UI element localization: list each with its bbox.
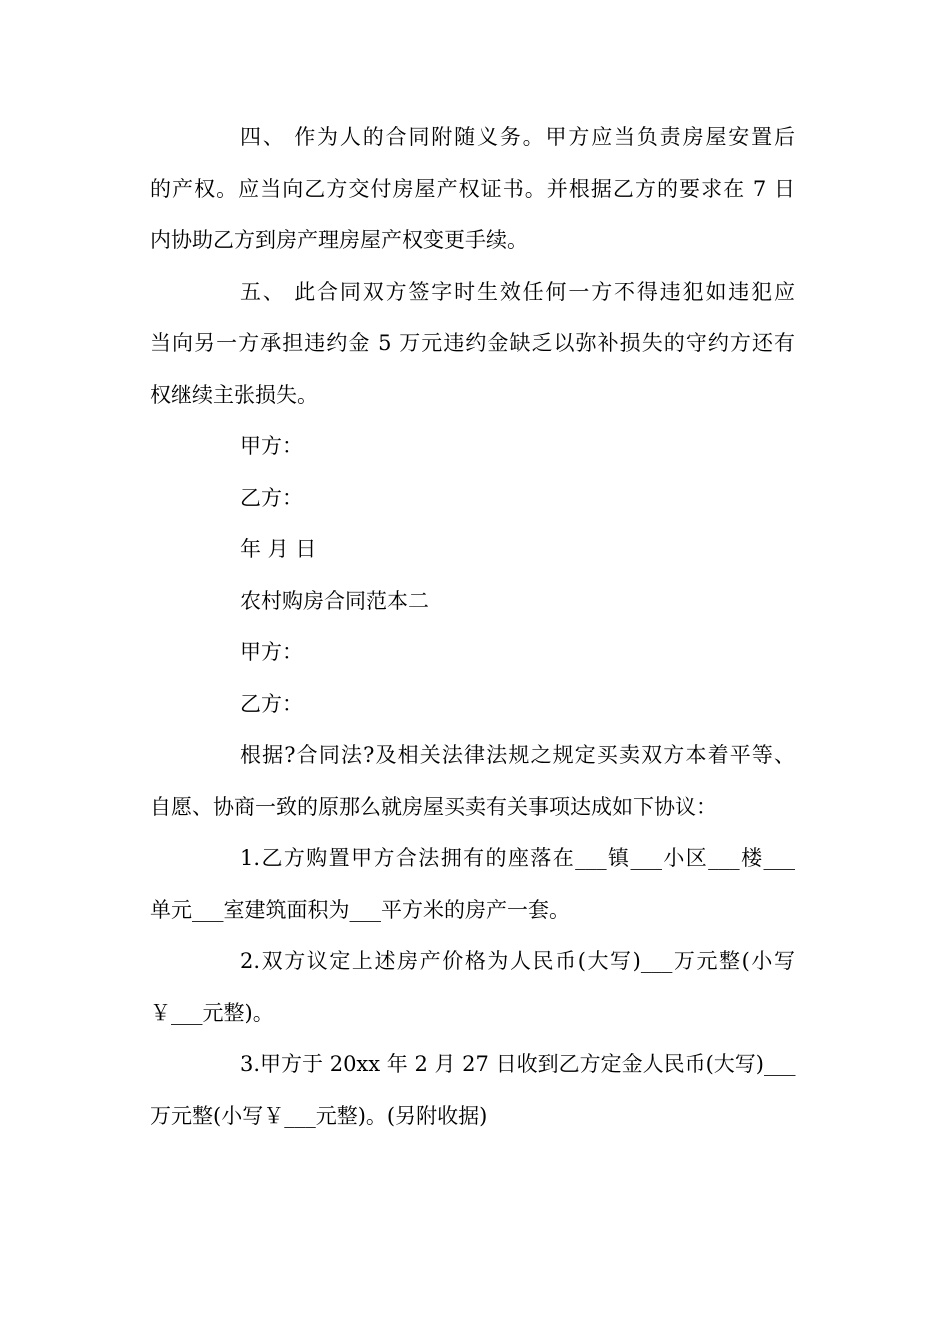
party-a-label: 甲方： bbox=[240, 434, 303, 458]
clause-2-line-1: 2.双方议定上述房产价格为人民币(大写)___万元整(小写 bbox=[240, 949, 795, 973]
date-line: 年 月 日 bbox=[240, 537, 317, 561]
clause-3-line-1: 3.甲方于 20xx 年 2 月 27 日收到乙方定金人民币(大写)___ bbox=[240, 1052, 796, 1076]
paragraph-5-line-2: 当向另一方承担违约金 5 万元违约金缺乏以弥补损失的守约方还有 bbox=[150, 331, 795, 355]
paragraph-5-line-3: 权继续主张损失。 bbox=[150, 382, 318, 407]
clause-3-line-2: 万元整(小写￥___元整)。(另附收据) bbox=[150, 1103, 488, 1128]
party-a-label-2: 甲方： bbox=[240, 640, 303, 664]
preamble-line-1: 根据?合同法?及相关法律法规之规定买卖双方本着平等、 bbox=[240, 743, 795, 767]
document-body bbox=[150, 112, 795, 1142]
party-b-label: 乙方： bbox=[240, 485, 303, 510]
paragraph-4-line-1: 四、 作为人的合同附随义务。甲方应当负责房屋安置后 bbox=[240, 125, 795, 149]
clause-1-line-1: 1.乙方购置甲方合法拥有的座落在___镇___小区___楼___ bbox=[240, 846, 795, 870]
section-title: 农村购房合同范本二 bbox=[240, 588, 429, 613]
clause-1-line-2: 单元___室建筑面积为___平方米的房产一套。 bbox=[150, 897, 570, 922]
party-b-label-2: 乙方： bbox=[240, 691, 303, 716]
paragraph-5-line-1: 五、 此合同双方签字时生效任何一方不得违犯如违犯应 bbox=[240, 279, 795, 304]
preamble-line-2: 自愿、协商一致的原那么就房屋买卖有关事项达成如下协议： bbox=[150, 794, 717, 819]
clause-2-line-2: ￥___元整)。 bbox=[150, 1000, 274, 1025]
paragraph-4-line-3: 内协助乙方到房产理房屋产权变更手续。 bbox=[150, 228, 528, 252]
paragraph-4-line-2: 的产权。应当向乙方交付房屋产权证书。并根据乙方的要求在 7 日 bbox=[150, 176, 795, 201]
